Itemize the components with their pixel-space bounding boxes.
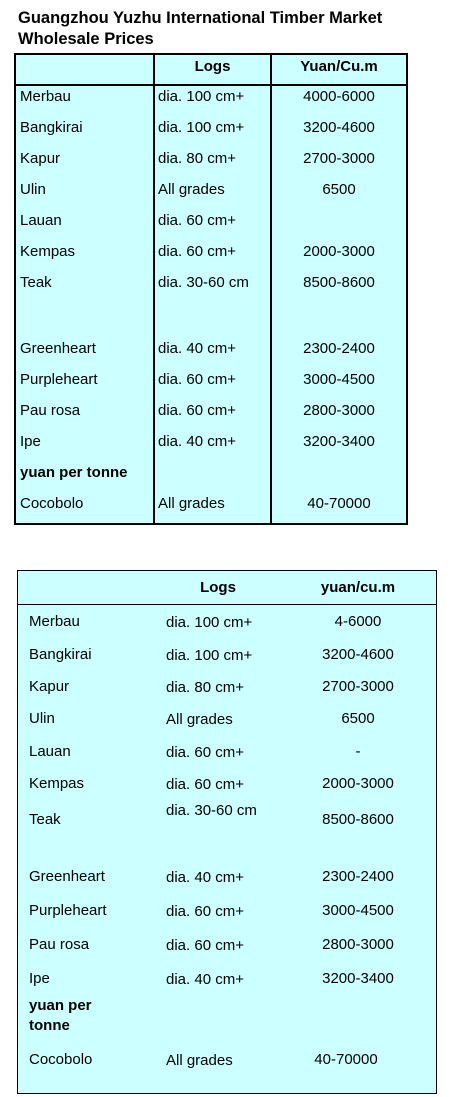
- grade-cell: dia. 100 cm+: [158, 119, 245, 136]
- table-row: [16, 274, 406, 296]
- header-price: yuan/cu.m: [320, 579, 396, 596]
- table-row: [16, 464, 406, 486]
- price-cell: -: [355, 743, 361, 760]
- price-cell: 40-70000: [314, 1051, 378, 1068]
- price-cell: 4000-6000: [303, 88, 375, 105]
- price-cell: 8500-8600: [303, 274, 375, 291]
- header-price: Yuan/Cu.m: [300, 58, 378, 75]
- grade-cell: dia. 60 cm+: [158, 212, 236, 229]
- table-row: [16, 119, 406, 141]
- table-row: [16, 433, 406, 455]
- species-cell: Ulin: [29, 710, 55, 727]
- grade-cell: dia. 40 cm+: [158, 340, 236, 357]
- table-row: [16, 88, 406, 110]
- species-cell: Pau rosa: [29, 936, 90, 953]
- species-cell: Ipe: [20, 433, 41, 450]
- species-cell: Merbau: [20, 88, 71, 105]
- species-cell: Kapur: [29, 678, 70, 695]
- price-cell: 2800-3000: [322, 936, 394, 953]
- header-logs: Logs: [200, 579, 236, 596]
- grade-cell: dia. 30-60 cm: [166, 802, 257, 819]
- grade-cell: dia. 60 cm+: [158, 371, 236, 388]
- price-cell: 3200-3400: [303, 433, 375, 450]
- price-cell: 2000-3000: [303, 243, 375, 260]
- page-title: [18, 8, 458, 50]
- grade-cell: dia. 100 cm+: [166, 647, 253, 664]
- section-label: yuan per tonne: [20, 464, 128, 481]
- header-divider: [16, 84, 406, 86]
- grade-cell: dia. 60 cm+: [166, 903, 244, 920]
- grade-cell: dia. 60 cm+: [166, 937, 244, 954]
- price-cell: 6500: [322, 181, 356, 198]
- species-cell: Cocobolo: [29, 1051, 93, 1068]
- species-cell: Merbau: [29, 613, 80, 630]
- species-cell: Kapur: [20, 150, 61, 167]
- price-cell: 8500-8600: [322, 811, 394, 828]
- grade-cell: All grades: [166, 711, 233, 728]
- species-cell: Cocobolo: [20, 495, 84, 512]
- species-cell: Bangkirai: [20, 119, 83, 136]
- species-cell: Bangkirai: [29, 646, 92, 663]
- species-cell: Lauan: [20, 212, 62, 229]
- species-cell: Teak: [29, 811, 61, 828]
- price-table-2: [17, 570, 437, 1094]
- table-row: [16, 212, 406, 234]
- grade-cell: dia. 40 cm+: [166, 869, 244, 886]
- table-row: [16, 495, 406, 517]
- grade-cell: dia. 60 cm+: [166, 776, 244, 793]
- table-row: [16, 150, 406, 172]
- grade-cell: dia. 30-60 cm: [158, 274, 249, 291]
- species-cell: Pau rosa: [20, 402, 81, 419]
- header-divider: [18, 604, 436, 605]
- grade-cell: dia. 40 cm+: [166, 971, 244, 988]
- grade-cell: dia. 100 cm+: [166, 614, 253, 631]
- price-cell: 2000-3000: [322, 775, 394, 792]
- header-logs: Logs: [194, 58, 231, 75]
- price-cell: 6500: [341, 710, 375, 727]
- price-cell: 3200-4600: [303, 119, 375, 136]
- grade-cell: dia. 80 cm+: [166, 679, 244, 696]
- species-cell: Purpleheart: [29, 902, 107, 919]
- price-cell: 3000-4500: [303, 371, 375, 388]
- title-line-2: Wholesale Prices: [18, 30, 154, 48]
- price-cell: 3200-4600: [322, 646, 394, 663]
- table-row: [16, 243, 406, 265]
- section-label: yuan per tonne: [29, 997, 92, 1034]
- species-cell: Ulin: [20, 181, 46, 198]
- title-line-1: Guangzhou Yuzhu International Timber Market: [18, 9, 383, 27]
- price-cell: 4-6000: [334, 613, 382, 630]
- price-table-1: [14, 53, 408, 525]
- grade-cell: All grades: [158, 495, 225, 512]
- table-row: [16, 340, 406, 362]
- grade-cell: dia. 60 cm+: [166, 744, 244, 761]
- grade-cell: dia. 100 cm+: [158, 88, 245, 105]
- price-cell: 3000-4500: [322, 902, 394, 919]
- species-cell: Kempas: [29, 775, 85, 792]
- grade-cell: dia. 40 cm+: [158, 433, 236, 450]
- species-cell: Greenheart: [29, 868, 105, 885]
- grade-cell: dia. 60 cm+: [158, 243, 236, 260]
- grade-cell: All grades: [158, 181, 225, 198]
- species-cell: Greenheart: [20, 340, 96, 357]
- table-row: [16, 371, 406, 393]
- species-cell: Lauan: [29, 743, 71, 760]
- table-row: [16, 181, 406, 203]
- species-cell: Purpleheart: [20, 371, 98, 388]
- grade-cell: All grades: [166, 1052, 233, 1069]
- grade-cell: dia. 60 cm+: [158, 402, 236, 419]
- price-cell: 2300-2400: [303, 340, 375, 357]
- price-cell: 2300-2400: [322, 868, 394, 885]
- price-cell: 2700-3000: [303, 150, 375, 167]
- table-row: [16, 402, 406, 424]
- price-cell: 3200-3400: [322, 970, 394, 987]
- price-cell: 2700-3000: [322, 678, 394, 695]
- species-cell: Kempas: [20, 243, 76, 260]
- species-cell: Ipe: [29, 970, 50, 987]
- price-cell: 40-70000: [307, 495, 371, 512]
- price-cell: 2800-3000: [303, 402, 375, 419]
- species-cell: Teak: [20, 274, 52, 291]
- grade-cell: dia. 80 cm+: [158, 150, 236, 167]
